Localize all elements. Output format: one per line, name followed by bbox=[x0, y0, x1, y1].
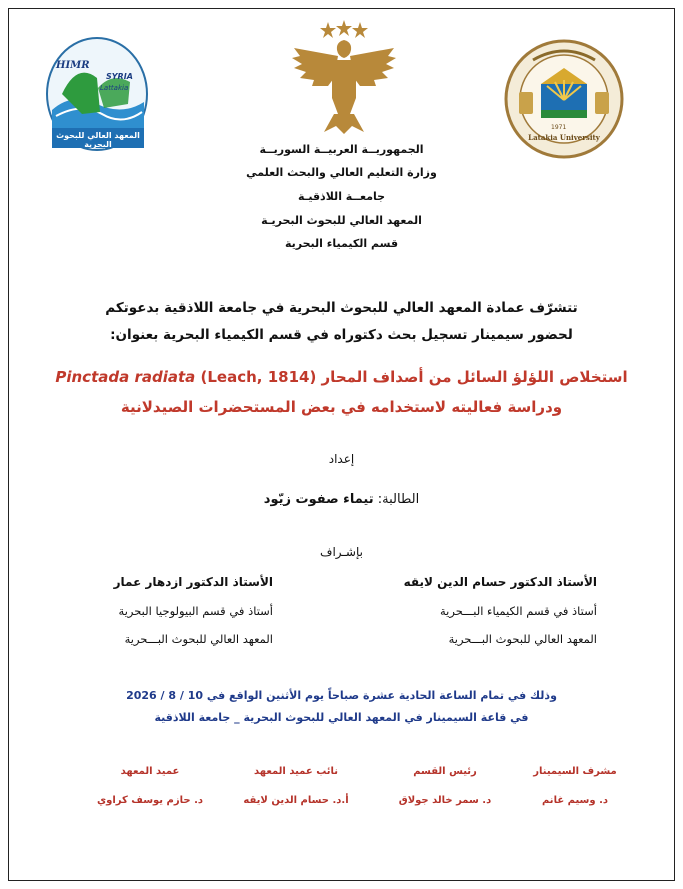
student-label: الطالبة: bbox=[377, 492, 420, 507]
supervisor-1-name: الأستاذ الدكتور حسام الدين لايقه bbox=[403, 575, 597, 589]
eagle-emblem-icon bbox=[284, 18, 404, 138]
title-species: Pinctada radiata bbox=[55, 368, 196, 386]
himr-text: HIMR bbox=[56, 60, 90, 71]
header-line-republic: الجمهوريــة العربيــة السوريــة bbox=[259, 143, 424, 156]
supervisor-1-position: أستاذ في قسم الكيمياء البـــحرية bbox=[439, 604, 597, 618]
supervisor-2-name: الأستاذ الدكتور ازدهار عمار bbox=[113, 575, 273, 589]
title-arabic: استخلاص اللؤلؤ السائل من أصداف المحار bbox=[321, 368, 628, 386]
header-line-university: جامعــة اللاذقيـة bbox=[297, 190, 386, 203]
supervisor-2-institute: المعهد العالي للبحوث البـــحرية bbox=[124, 632, 273, 646]
signature-role-department-head: رئيس القسم bbox=[413, 766, 477, 777]
supervision-label: بإشـراف bbox=[320, 545, 363, 559]
signature-name-vice-dean: أ.د. حسام الدين لايقه bbox=[243, 795, 349, 806]
invitation-line-1: تتشرّف عمادة المعهد العالي للبحوث البحرية في جامعة اللاذقية بدعوتكم bbox=[105, 300, 578, 316]
student-line bbox=[0, 492, 683, 507]
signature-name-department-head: د. سمر خالد جولاق bbox=[398, 795, 492, 806]
research-title-line-2: ودراسة فعاليته لاستخدامه في بعض المستحضرات الصيدلانية bbox=[120, 398, 563, 416]
title-author: (Leach, 1814) bbox=[200, 368, 317, 386]
signature-name-dean: د. حازم يوسف كراوي bbox=[96, 795, 204, 806]
invitation-line-2: لحضور سيمينار تسجيل بحث دكتوراه في قسم الكيمياء البحرية بعنوان: bbox=[110, 327, 573, 343]
header-line-ministry: وزارة التعليم العالي والبحث العلمي bbox=[246, 166, 437, 179]
header-line-institute: المعهد العالي للبحوث البحريـة bbox=[261, 214, 422, 227]
title-latin bbox=[55, 368, 316, 386]
signature-role-vice-dean: نائب عميد المعهد bbox=[253, 766, 339, 777]
research-title-line-1 bbox=[0, 368, 683, 386]
latakia-university-seal-icon bbox=[503, 38, 625, 160]
signature-name-seminar-supervisor: د. وسيم غانم bbox=[541, 795, 609, 806]
prepared-label: إعداد bbox=[328, 452, 355, 466]
lattakia-text: Lattakia bbox=[100, 84, 129, 92]
supervisor-1-institute: المعهد العالي للبحوث البـــحرية bbox=[448, 632, 597, 646]
signature-role-seminar-supervisor: مشرف السيمينار bbox=[533, 766, 617, 777]
signature-role-dean: عميد المعهد bbox=[120, 766, 180, 777]
seal-university-text: Latakia University bbox=[528, 133, 600, 142]
schedule-line-1: وذلك في تمام الساعة الحادية عشرة صباحاً يوم الأثنين الواقع في 10 / 8 / 2026 bbox=[126, 689, 557, 702]
header-line-department: قسم الكيمياء البحرية bbox=[284, 237, 399, 250]
himr-arabic-text: المعهد العالي للبحوث البحرية bbox=[56, 131, 140, 149]
syria-text: SYRIA bbox=[106, 72, 133, 81]
supervisor-2-position: أستاذ في قسم البيولوجيا البحرية bbox=[118, 604, 273, 618]
seal-year: 1971 bbox=[551, 124, 567, 131]
schedule-line-2: في قاعة السيمينار في المعهد العالي للبحوث البحرية _ جامعة اللاذقية bbox=[154, 711, 529, 724]
student-name: تيماء صفوت زيّود bbox=[263, 492, 374, 507]
